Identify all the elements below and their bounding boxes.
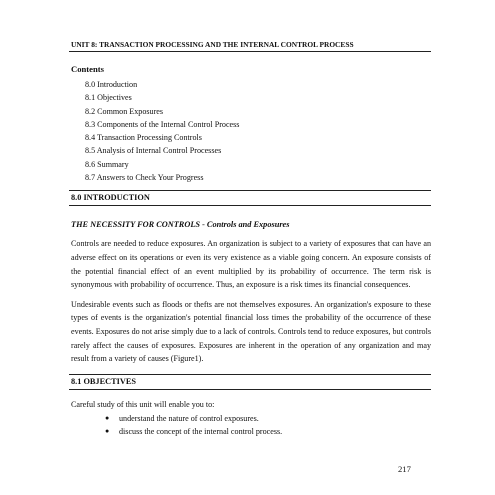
unit-title: UNIT 8: TRANSACTION PROCESSING AND THE INTERNAL CONTROL PROCESS xyxy=(69,40,431,52)
toc-item-common-exposures: 8.2 Common Exposures xyxy=(85,106,164,116)
objectives-intro: Careful study of this unit will enable you to: xyxy=(71,399,215,409)
list-item xyxy=(105,425,431,439)
list-item xyxy=(105,412,431,426)
objectives-list xyxy=(69,412,431,439)
toc-item-analysis: 8.5 Analysis of Internal Control Processes xyxy=(85,146,222,156)
document-page xyxy=(69,40,431,439)
introduction-paragraph: Undesirable events such as floods or thefts are not themselves exposures. An organization's exposure to these types of events is the organization's potential financial loss times the probability of the occurrence of these events. Exposures do not arise simply due to a lack of controls. Controls tend to reduce exposures, but controls rarely affect the causes of exposures. Exposures are inherent in the operation of any organization and may result from a variety of causes (Figure1). xyxy=(71,299,431,364)
introduction-heading: 8.0 INTRODUCTION xyxy=(69,190,431,206)
toc-item-transaction-controls: 8.4 Transaction Processing Controls xyxy=(85,133,202,143)
bullet-icon: ● xyxy=(105,413,110,422)
toc-item-summary: 8.6 Summary xyxy=(85,159,129,169)
toc-item-introduction: 8.0 Introduction xyxy=(85,80,138,89)
objectives-heading: 8.1 OBJECTIVES xyxy=(69,374,431,390)
table-of-contents xyxy=(69,78,431,184)
toc-item-answers: 8.7 Answers to Check Your Progress xyxy=(85,173,204,183)
page-number: 217 xyxy=(398,464,411,474)
introduction-paragraph: Controls are needed to reduce exposures. An organization is subject to a variety of exposures that can have an adverse effect on its operations or even its very existence as a viable going concern. An exposure consists of the potential financial effect of an event multiplied by its probability of occurrence. The term risk is synonymous with probability of occurrence. Thus, an exposure is a risk times its financial consequences. xyxy=(71,239,431,290)
contents-heading: Contents xyxy=(71,64,104,74)
toc-item-components: 8.3 Components of the Internal Control Process xyxy=(85,119,240,129)
list-item-text: discuss the concept of the internal control process. xyxy=(119,427,283,437)
list-item-text: understand the nature of control exposures. xyxy=(119,413,259,423)
toc-item-objectives: 8.1 Objectives xyxy=(85,93,132,103)
introduction-subheading: THE NECESSITY FOR CONTROLS - Controls and Exposures xyxy=(71,220,290,230)
bullet-icon: ● xyxy=(105,427,110,436)
